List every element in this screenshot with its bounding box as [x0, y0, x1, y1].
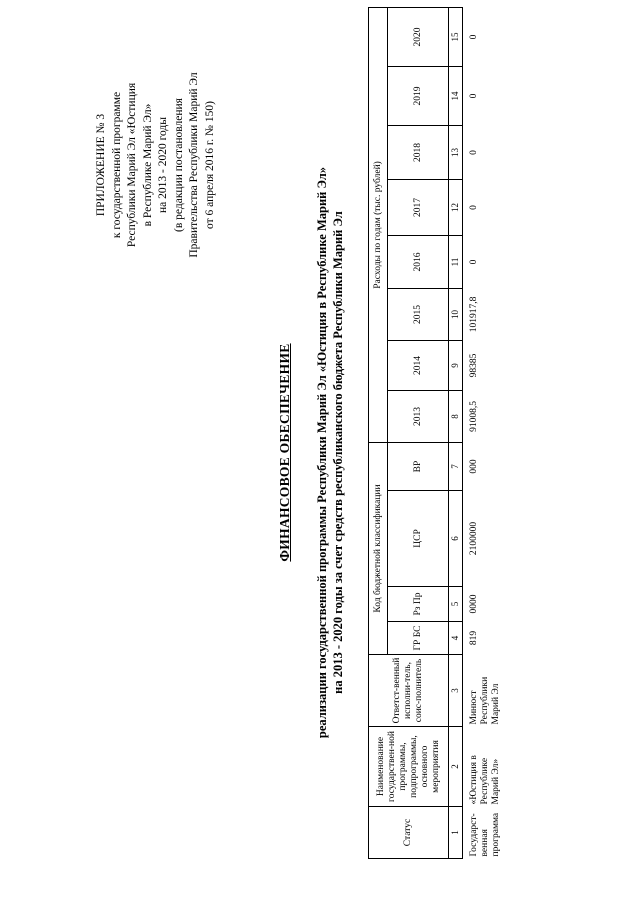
cell-value: 0 [469, 150, 479, 155]
page-title: ФИНАНСОВОЕ ОБЕСПЕЧЕНИЕ [277, 343, 292, 562]
cell-csr: 2100000 [469, 521, 479, 556]
header-executor: Ответст-венный исполни-тель, соис-полнитель [369, 655, 449, 727]
header-vr: ВР [388, 442, 449, 490]
appendix-line: на 2013 - 2020 годы [157, 117, 169, 214]
cell-value: 0 [469, 34, 479, 40]
column-number: 3 [449, 655, 463, 727]
header-year: 2017 [388, 179, 449, 235]
cell-value: 98385 [469, 353, 479, 378]
page-subtitle-2: на 2013 - 2020 годы за счет средств республиканского бюджета Республики Марий Эл [331, 211, 345, 694]
header-rz-pr: Рз Пр [388, 587, 449, 622]
header-csr: ЦСР [388, 491, 449, 587]
column-number: 8 [449, 390, 463, 442]
cell-rz-pr: 0000 [469, 594, 479, 614]
column-number: 7 [449, 442, 463, 490]
cell-executor: Минюст Республики Марий Эл [469, 676, 501, 725]
column-number: 11 [449, 235, 463, 288]
cell-name: «Юстиция в Республике Марий Эл» [469, 755, 501, 805]
cell-value: 0 [469, 93, 479, 99]
column-number: 14 [449, 66, 463, 125]
header-year: 2016 [388, 235, 449, 288]
column-number-row [449, 7, 463, 858]
header-year: 2015 [388, 288, 449, 340]
column-number: 2 [449, 727, 463, 807]
appendix-line: от 6 апреля 2016 г. № 150) [203, 101, 216, 229]
appendix-line: (в редакции постановления [172, 98, 185, 232]
cell-value: 91008,5 [469, 401, 479, 432]
header-status: Статус [369, 807, 449, 859]
column-number: 4 [449, 622, 463, 655]
header-budget-code: Код бюджетной классификации [369, 442, 388, 654]
column-number: 12 [449, 179, 463, 235]
appendix-line: Республики Марий Эл «Юстиция [126, 82, 138, 248]
column-number: 6 [449, 491, 463, 587]
column-number: 13 [449, 125, 463, 179]
header-year: 2018 [388, 125, 449, 179]
cell-status: Государст-венная программа [469, 812, 501, 857]
header-year: 2013 [388, 390, 449, 442]
column-number: 10 [449, 288, 463, 340]
header-gr-bs: ГР БС [388, 622, 449, 655]
cell-value: 0 [469, 205, 479, 210]
header-name: Наименование государствен-ной программы, подпрограммы, основного мероприятия [369, 727, 449, 807]
column-number: 5 [449, 587, 463, 622]
appendix-block [94, 15, 218, 315]
cell-value: 101917,8 [469, 296, 479, 333]
header-year: 2014 [388, 340, 449, 390]
header-expenses: Расходы по годам (тыс. рублей) [369, 7, 388, 442]
appendix-line: к государственной программе [110, 91, 123, 239]
cell-value: 0 [469, 259, 479, 265]
column-number: 15 [449, 7, 463, 66]
header-year: 2020 [388, 7, 449, 66]
financing-table [368, 7, 550, 859]
page-subtitle: реализации государственной программы Республики Марий Эл «Юстиция в Республике Марий Эл» [315, 166, 329, 739]
appendix-line: ПРИЛОЖЕНИЕ № 3 [95, 113, 107, 217]
column-number: 9 [449, 340, 463, 390]
appendix-line: в Республике Марий Эл» [141, 103, 154, 227]
cell-gr-bs: 819 [469, 630, 479, 646]
header-year: 2019 [388, 66, 449, 125]
appendix-line: Правительства Республики Марий Эл [188, 72, 200, 258]
column-number: 1 [449, 807, 463, 859]
table-row [463, 7, 551, 858]
header-row [369, 7, 388, 858]
cell-vr: 000 [469, 459, 479, 474]
